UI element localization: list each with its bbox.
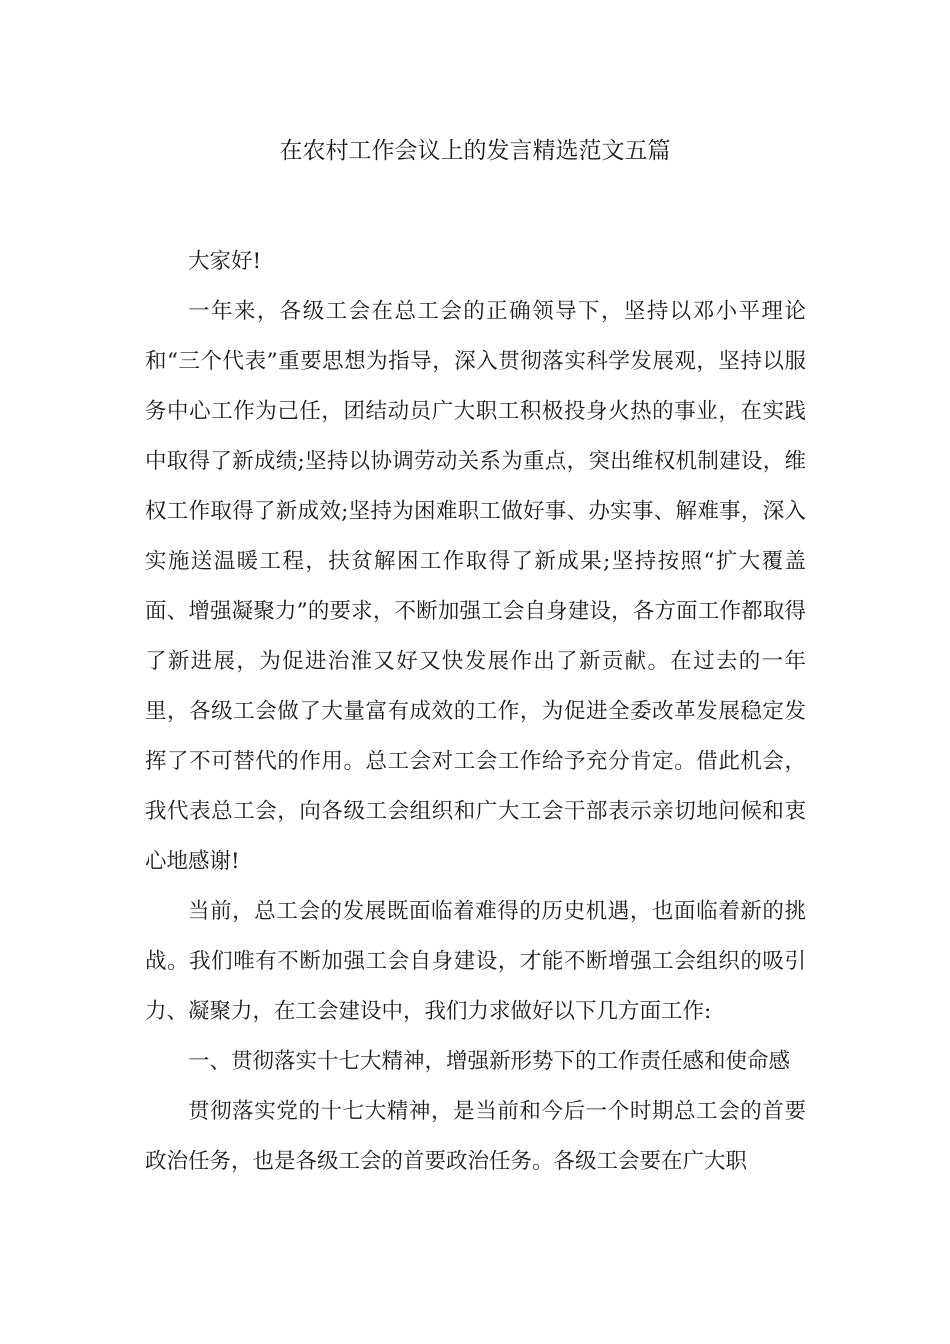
document-body (145, 237, 806, 1187)
paragraph-current: 当前，总工会的发展既面临着难得的历史机遇，也面临着新的挑战。我们唯有不断加强工会自身建设，才能不断增强工会组织的吸引力、凝聚力，在工会建设中，我们力求做好以下几方面工作: (145, 899, 806, 1024)
paragraph-review: 一年来，各级工会在总工会的正确领导下，坚持以邓小平理论和“三个代表”重要思想为指导，深入贯彻落实科学发展观，坚持以服务中心工作为己任，团结动员广大职工积极投身火热的事业，在实践中取得了新成绩;坚持以协调劳动关系为重点，突出维权机制建设，维权工作取得了新成效;坚持为困难职工做好事、办实事、解难事，深入实施送温暖工程，扶贫解困工作取得了新成果;坚持按照“扩大覆盖面、增强凝聚力”的要求，不断加强工会自身建设，各方面工作都取得了新进展，为促进治淮又好又快发展作出了新贡献。在过去的一年里，各级工会做了大量富有成效的工作，为促进全委改革发展稳定发挥了不可替代的作用。总工会对工会工作给予充分肯定。借此机会，我代表总工会，向各级工会组织和广大工会干部表示亲切地问候和衷心地感谢! (145, 299, 806, 874)
paragraph-implementation: 贯彻落实党的十七大精神，是当前和今后一个时期总工会的首要政治任务，也是各级工会的首要政治任务。各级工会要在广大职 (145, 1099, 806, 1174)
paragraph-heading-one: 一、贯彻落实十七大精神，增强新形势下的工作责任感和使命感 (188, 1049, 791, 1074)
document-title: 在农村工作会议上的发言精选范文五篇 (279, 138, 671, 164)
paragraph-greeting: 大家好! (188, 249, 262, 274)
